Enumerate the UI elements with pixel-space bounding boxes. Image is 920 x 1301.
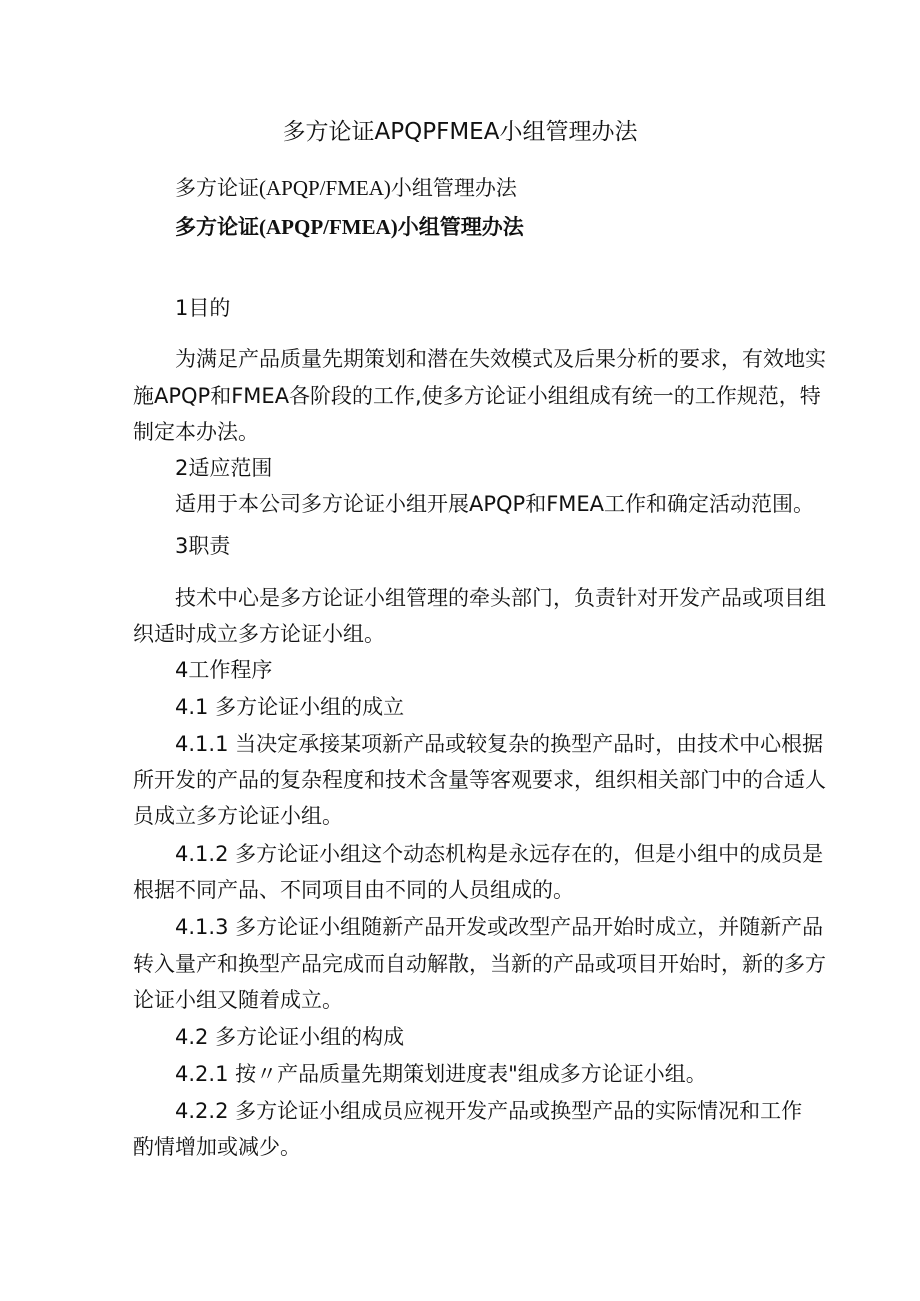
paragraph-line: 转入量产和换型产品完成而自动解散，当新的产品或项目开始时，新的多方 — [133, 952, 826, 976]
section-heading-procedure: 4工作程序 — [175, 658, 273, 682]
paragraph-line: 员成立多方论证小组。 — [133, 804, 343, 828]
subtitle-bold: 多方论证(APQP/FMEA)小组管理办法 — [175, 215, 524, 239]
section-heading-scope: 2适应范围 — [175, 456, 273, 480]
paragraph-line: 4.1.3 多方论证小组随新产品开发或改型产品开始时成立，并随新产品 — [175, 915, 824, 939]
subtitle-plain: 多方论证(APQP/FMEA)小组管理办法 — [175, 176, 517, 200]
paragraph-line: 4.2.2 多方论证小组成员应视开发产品或换型产品的实际情况和工作 — [175, 1099, 803, 1123]
subsection-heading-4-2: 4.2 多方论证小组的构成 — [175, 1025, 405, 1049]
paragraph-line: 4.1.2 多方论证小组这个动态机构是永远存在的，但是小组中的成员是 — [175, 842, 824, 866]
paragraph-line: 技术中心是多方论证小组管理的牵头部门，负责针对开发产品或项目组 — [175, 586, 826, 610]
paragraph-line: 论证小组又随着成立。 — [133, 988, 343, 1012]
paragraph-line: 施APQP和FMEA各阶段的工作,使多方论证小组组成有统一的工作规范，特 — [133, 384, 821, 408]
section-heading-purpose: 1目的 — [175, 296, 231, 320]
paragraph-line: 所开发的产品的复杂程度和技术含量等客观要求，组织相关部门中的合适人 — [133, 768, 826, 792]
paragraph-line: 制定本办法。 — [133, 420, 259, 444]
page-title: 多方论证APQPFMEA小组管理办法 — [282, 119, 638, 145]
paragraph-line: 酌情增加或减少。 — [133, 1135, 301, 1159]
subsection-heading-4-1: 4.1 多方论证小组的成立 — [175, 695, 405, 719]
paragraph-line: 织适时成立多方论证小组。 — [133, 622, 385, 646]
section-heading-responsibility: 3职责 — [175, 534, 231, 558]
paragraph-line: 适用于本公司多方论证小组开展APQP和FMEA工作和确定活动范围。 — [175, 492, 815, 516]
paragraph-line: 4.1.1 当决定承接某项新产品或较复杂的换型产品时，由技术中心根据 — [175, 732, 824, 756]
paragraph-line: 4.2.1 按〃产品质量先期策划进度表"组成多方论证小组。 — [175, 1062, 707, 1086]
paragraph-line: 根据不同产品、不同项目由不同的人员组成的。 — [133, 878, 574, 902]
paragraph-line: 为满足产品质量先期策划和潜在失效模式及后果分析的要求，有效地实 — [175, 347, 826, 371]
